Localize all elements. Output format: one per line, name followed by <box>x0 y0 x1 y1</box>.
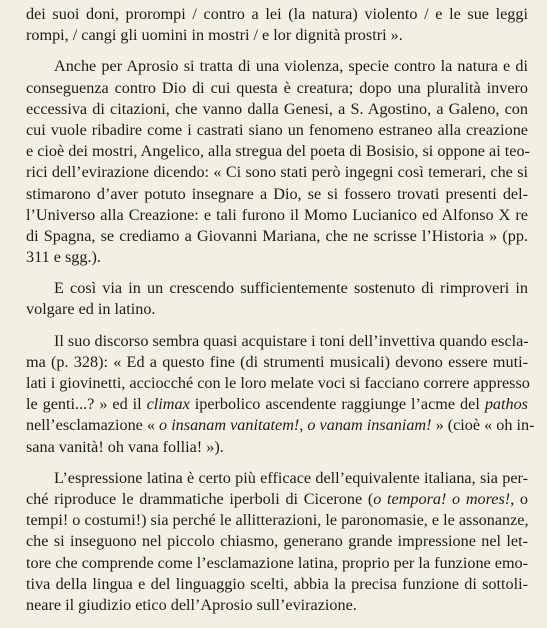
text-line <box>26 184 528 205</box>
text-line <box>26 4 528 25</box>
text-run: Anche per Aprosio si tratta di una violenza, specie contro la natura e di <box>54 57 528 76</box>
text-line <box>26 99 528 120</box>
paragraph <box>26 278 528 320</box>
text-run: rompi, / cangi gli uomini in mostri / e lor dignità prostri ». <box>26 26 403 45</box>
text-line <box>26 78 528 99</box>
text-line <box>26 331 528 352</box>
text-line <box>26 553 528 574</box>
paragraph <box>26 468 528 616</box>
text-run: rici dell’evirazione dicendo: « Ci sono stati però ingegni così temerari, che si <box>26 163 528 182</box>
text-line <box>26 595 528 616</box>
cut-off-line <box>26 616 528 628</box>
text-line <box>26 468 528 489</box>
text-run: dei suoi doni, prorompi / contro a lei (la natura) violento / e le sue leggi <box>26 5 528 23</box>
text-run: cui vuole ribadire come i castrati siano un fenomeno estraneo alla creazione <box>26 120 528 139</box>
text-line <box>26 437 528 458</box>
paragraph <box>26 56 528 268</box>
text-line <box>26 226 528 247</box>
paragraph <box>26 331 535 458</box>
text-line <box>26 394 528 415</box>
text-run: eccessiva di citazioni, che vanno dalla Genesi, a S. Agostino, a Galeno, con <box>26 99 528 118</box>
text-run: , o <box>510 489 529 508</box>
text-line <box>26 120 528 141</box>
text-run: iperbolico ascendente raggiunge l’acme del <box>189 395 485 414</box>
text-run: l’Universo alla Creazione: e tali furono il Momo Lucianico ed Alfonso X re <box>26 205 528 224</box>
text-line <box>26 278 528 299</box>
text-line <box>26 162 528 183</box>
italic-term: pathos <box>484 395 528 414</box>
text-run: di Spagna, se crediamo a Giovanni Mariana, che ne scrisse l’Historia » (pp. <box>26 226 528 245</box>
text-run: neare il giudizio etico dell’Aprosio sull’evirazione. <box>26 595 357 614</box>
text-line <box>26 25 528 46</box>
text-run: sana vanità! oh vana follia! »). <box>26 437 224 456</box>
text-run: lati i giovinetti, acciocché con le loro melate voci si facciano correre appresso <box>26 374 530 392</box>
text-line <box>26 247 528 268</box>
text-line <box>26 574 528 595</box>
text-run: conseguenza contro Dio di cui questa è creatura; dopo una pluralità invero <box>26 78 528 97</box>
italic-term: o tempora! o mores! <box>373 489 511 508</box>
text-run: ché riproduce le drammatiche iperboli di Cicerone ( <box>26 489 374 508</box>
text-run: volgare ed in latino. <box>26 300 156 319</box>
text-line <box>26 56 528 77</box>
text-run: ma (p. 328): « Ed a questo fine (di strumenti musicali) devono essere muti- <box>26 352 528 371</box>
italic-term: o insanam vanitatem!, o vanam insaniam! <box>159 416 432 435</box>
italic-term: climax <box>146 395 190 414</box>
text-run: nell’esclamazione « <box>26 416 160 435</box>
text-run: stimarono d’aver potuto insegnare a Dio, se si fossero trovati presenti del- <box>26 184 528 203</box>
text-body <box>26 4 535 616</box>
text-run: » (cioè « oh in- <box>431 416 535 435</box>
text-line <box>26 510 528 531</box>
text-line <box>26 352 528 373</box>
text-line <box>26 205 528 226</box>
text-line <box>26 299 528 320</box>
text-run: E così via in un crescendo sufficientemente sostenuto di rimproveri in <box>54 279 528 298</box>
text-run: le genti...? » ed il <box>26 395 147 414</box>
text-run: tore che comprende come l’esclamazione latina, proprio per la funzione emo- <box>26 553 529 572</box>
text-run: tempi! o costumi!) sia perché le allitterazioni, le paronomasie, e le assonanze, <box>26 511 529 530</box>
text-line <box>26 141 528 162</box>
text-run: e cioè dei mostri, Angelico, alla stregua del poeta di Bosisio, si oppone ai teo- <box>26 142 530 161</box>
text-run: L’espressione latina è certo più efficace dell’equivalente italiana, sia per- <box>54 468 528 487</box>
text-run: che si inseguono nel piccolo chiasmo, generano grande impressione nel let- <box>26 532 528 551</box>
text-line <box>26 531 528 552</box>
text-line <box>26 373 528 394</box>
text-line <box>26 489 528 510</box>
text-line <box>26 415 535 436</box>
text-run: 311 e sgg.). <box>26 248 101 267</box>
text-run: Il suo discorso sembra quasi acquistare i toni dell’invettiva quando escla- <box>54 331 529 350</box>
text-run: tiva della lingua e del linguaggio scelti, abbia la precisa funzione di sottoli- <box>26 574 528 593</box>
paragraph <box>26 4 528 46</box>
